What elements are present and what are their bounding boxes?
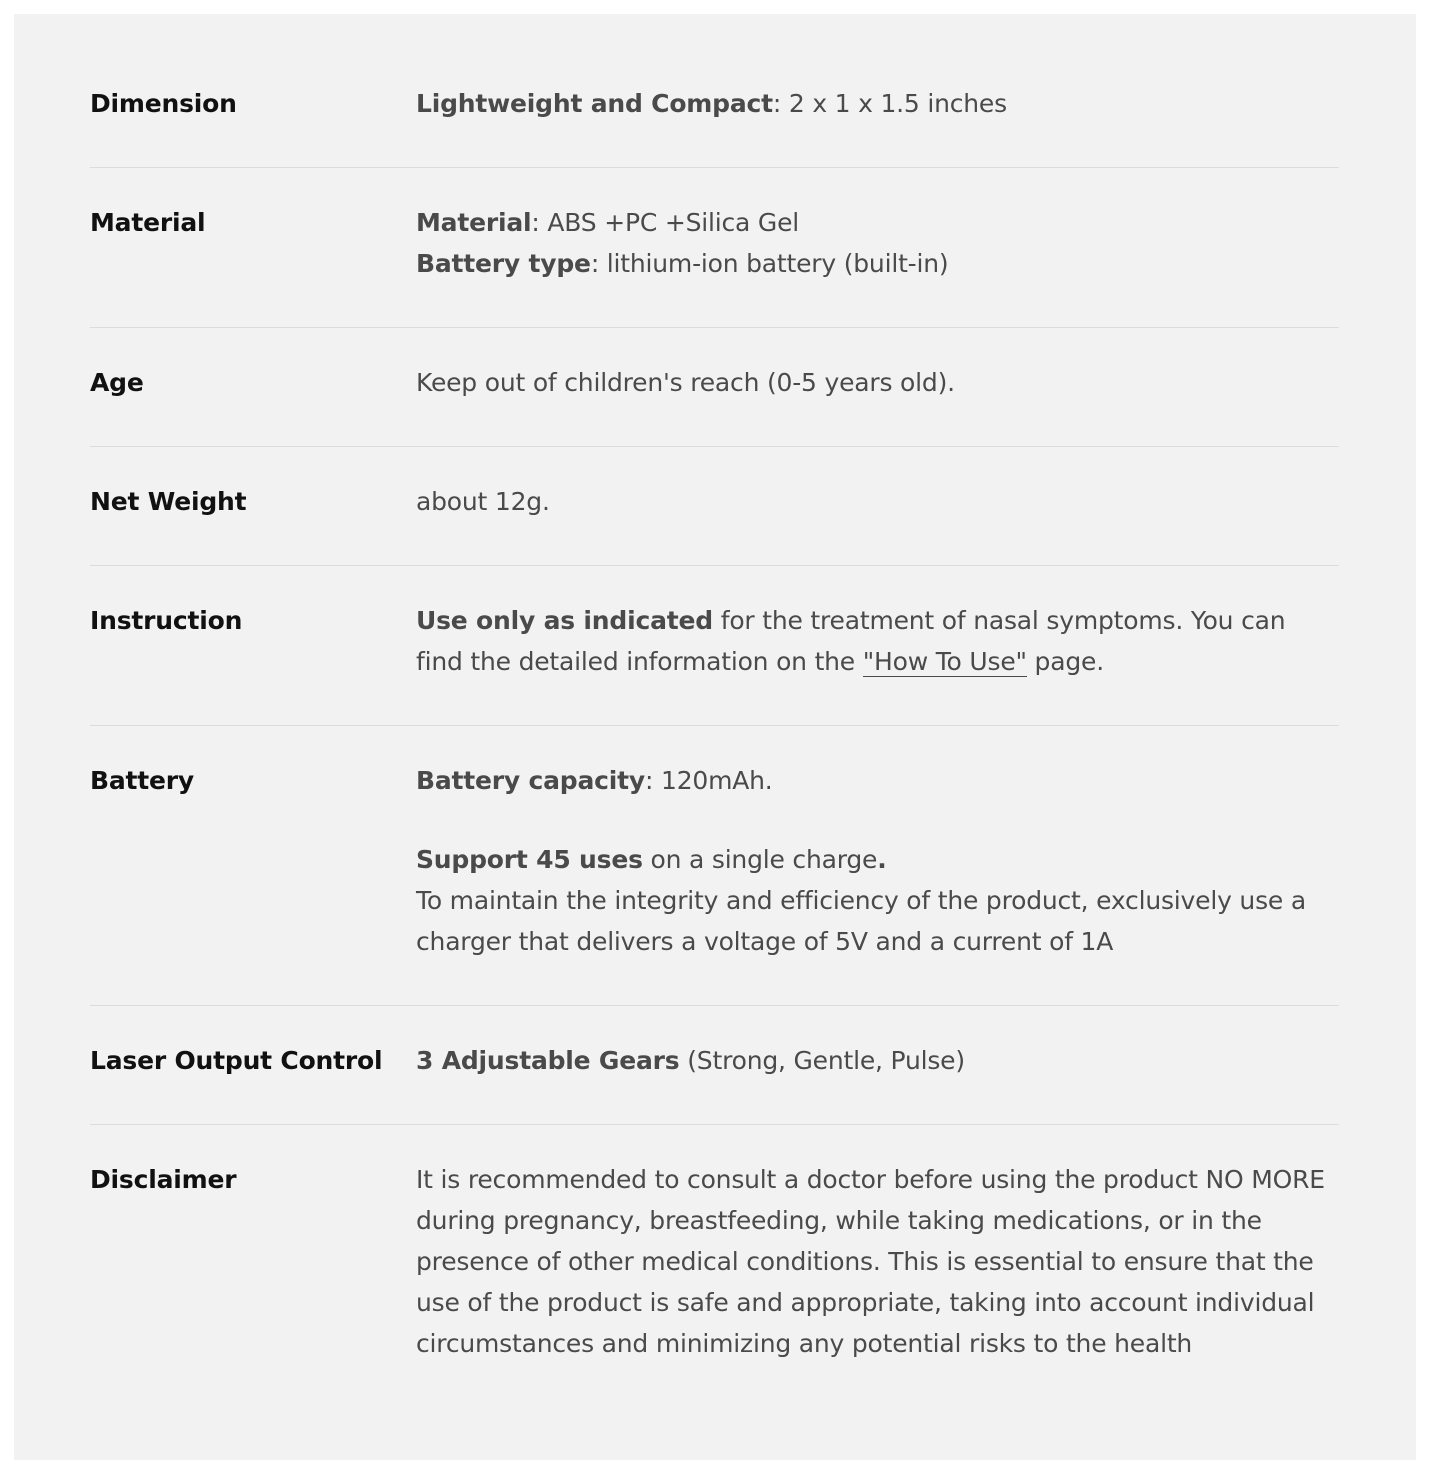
spec-label-battery: Battery <box>90 766 195 795</box>
spec-value-material <box>416 202 1339 284</box>
battery-support-text: on a single charge <box>642 845 878 874</box>
spec-value-battery <box>416 760 1339 962</box>
battery-type-bold: Battery type <box>416 249 591 278</box>
material-line <box>416 202 1339 243</box>
spec-value-dimension <box>416 83 1339 124</box>
battery-capacity-text: : 120mAh. <box>645 766 773 795</box>
instruction-text-end: page. <box>1026 647 1104 676</box>
spec-row-battery <box>90 726 1339 1006</box>
spec-label-dimension: Dimension <box>90 89 237 118</box>
battery-type-text: : lithium-ion battery (built-in) <box>590 249 949 278</box>
spec-label-laser-output: Laser Output Control <box>90 1046 383 1075</box>
spec-row-disclaimer <box>90 1125 1339 1407</box>
laser-bold: 3 Adjustable Gears <box>416 1046 680 1075</box>
spec-row-net-weight <box>90 447 1339 566</box>
spec-label-disclaimer: Disclaimer <box>90 1165 237 1194</box>
laser-text: (Strong, Gentle, Pulse) <box>679 1046 965 1075</box>
battery-charger-text: To maintain the integrity and efficiency of the product, exclusively use a charger that delivers a voltage of 5V and a current of 1A <box>416 886 1306 956</box>
spec-label-net-weight: Net Weight <box>90 487 247 516</box>
spec-value-age: Keep out of children's reach (0-5 years old). <box>416 368 955 397</box>
spec-row-instruction <box>90 566 1339 726</box>
spec-label-instruction: Instruction <box>90 606 243 635</box>
instruction-bold: Use only as indicated <box>416 606 713 635</box>
specifications-table <box>90 54 1339 1407</box>
spec-label-material: Material <box>90 208 206 237</box>
battery-type-line <box>416 243 1339 284</box>
spec-row-age <box>90 328 1339 447</box>
how-to-use-link[interactable]: "How To Use" <box>862 647 1027 676</box>
material-bold: Material <box>416 208 532 237</box>
spec-value-laser-output <box>416 1040 1339 1081</box>
dimension-bold: Lightweight and Compact <box>416 89 773 118</box>
spec-value-net-weight: about 12g. <box>416 487 550 516</box>
spec-row-material <box>90 168 1339 328</box>
spec-label-age: Age <box>90 368 144 397</box>
spec-row-dimension <box>90 54 1339 168</box>
battery-support-bold: Support 45 uses <box>416 845 643 874</box>
instruction-text: for the treatment of nasal symptoms. You can find the detailed information on the <box>416 606 1286 676</box>
spec-value-instruction <box>416 600 1339 682</box>
material-text: : ABS +PC +Silica Gel <box>531 208 799 237</box>
dimension-text: : 2 x 1 x 1.5 inches <box>772 89 1007 118</box>
specifications-panel <box>14 14 1416 1460</box>
spec-value-disclaimer: It is recommended to consult a doctor before using the product NO MORE during pregnancy, breastfeeding, while taking medications, or in the presence of other medical conditions. This is essential to ensure that the use of the product is safe and appropriate, taking into account individual circumstances and minimizing any potential risks to the health <box>416 1165 1325 1358</box>
battery-capacity-bold: Battery capacity <box>416 766 646 795</box>
battery-support-line <box>416 839 1339 880</box>
spacer <box>416 801 1339 839</box>
spec-row-laser-output <box>90 1006 1339 1125</box>
battery-support-period: . <box>877 845 887 874</box>
battery-capacity-line <box>416 760 1339 801</box>
